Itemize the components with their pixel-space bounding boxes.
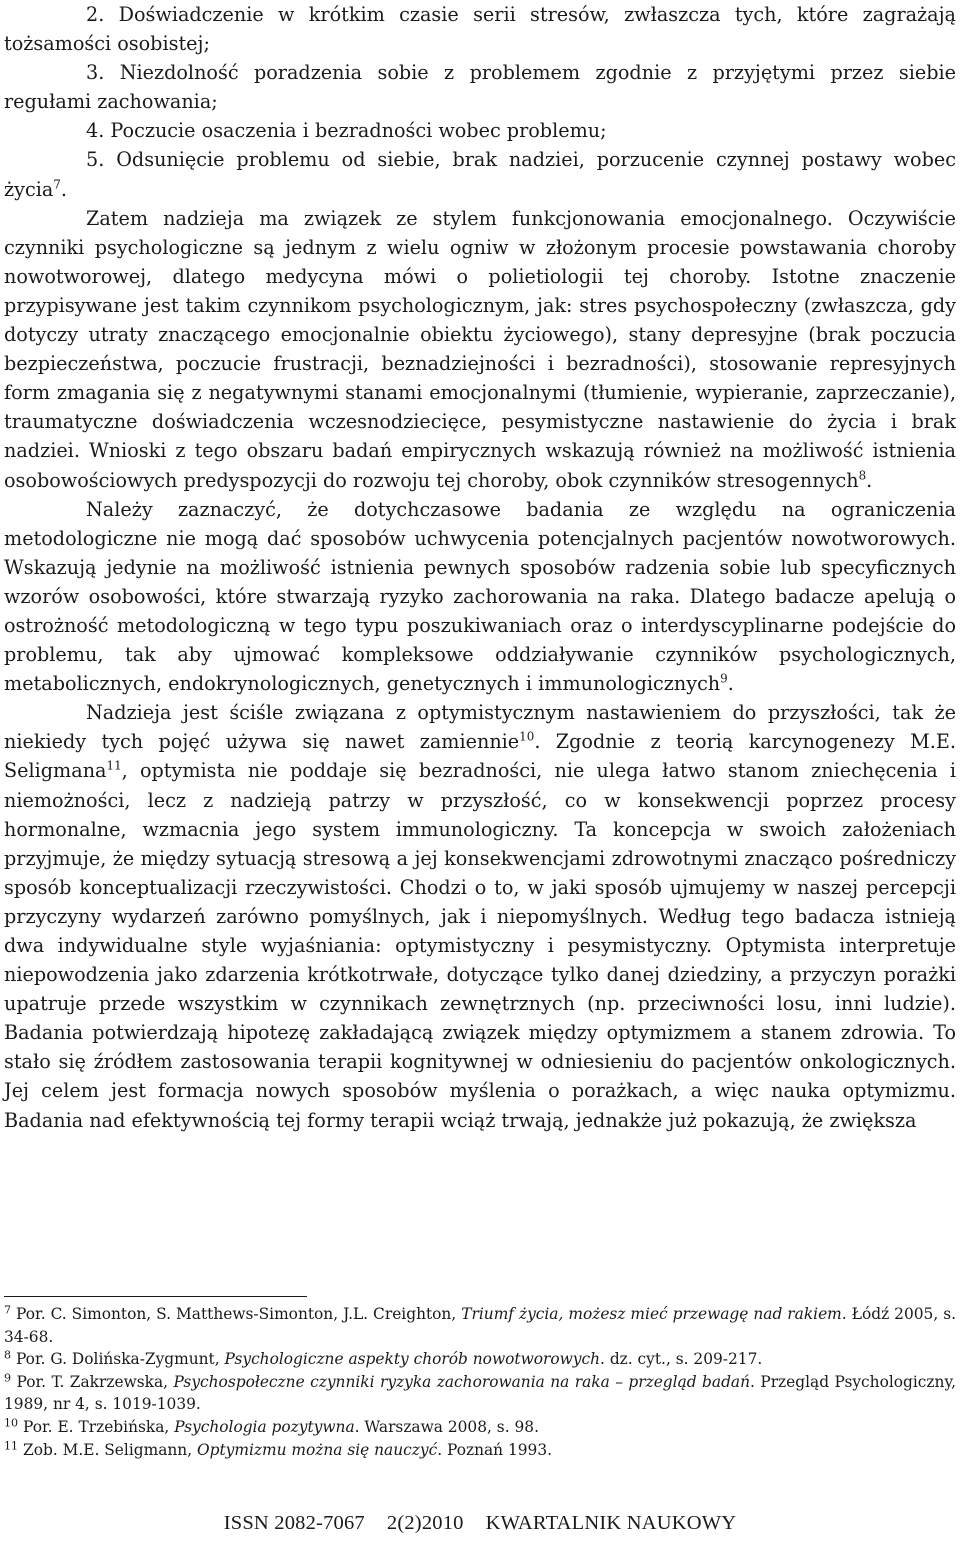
footnote-number: 11 bbox=[4, 1439, 19, 1453]
paragraph-text: Należy zaznaczyć, że dotychczasowe badania ze względu na ograniczenia metodologiczne nie mogą dać sposobów uchwycenia potencjalnych pacjentów nowotworowych. Wskazują jedynie na możliwość istnienia pewnych sposobów radzenia sobie lub specyficznych wzorów osobowości, które stwarzają ryzyko zachorowania na raka. Dlatego badacze apelują o ostrożność metodologiczną w tego typu poszukiwaniach oraz o interdyscyplinarne podejście do problemu, tak aby ujmować kompleksowe oddziaływanie czynników psychologicznych, metabolicznych, endokrynologicznych, genetycznych i immunologicznych bbox=[4, 497, 956, 696]
list-item: 4. Poczucie osaczenia i bezradności wobec problemu; bbox=[86, 119, 607, 143]
footer-issue: 2(2)2010 bbox=[386, 1512, 464, 1534]
footnote-text: . Przegląd Psychologiczny, 1989, nr 4, s. 1019-1039. bbox=[4, 1372, 956, 1414]
footnote-ref[interactable]: 7 bbox=[53, 177, 61, 192]
footer-issn: ISSN 2082-7067 bbox=[223, 1512, 365, 1534]
footnote-title: Psychospołeczne czynniki ryzyka zachorowania na raka – przegląd badań bbox=[173, 1372, 751, 1391]
paragraph bbox=[4, 698, 956, 1134]
page-footer bbox=[0, 1512, 960, 1535]
footnote-text: . Warszawa 2008, s. 98. bbox=[354, 1417, 539, 1436]
footnote-number: 7 bbox=[4, 1303, 12, 1317]
paragraph-text-end: . bbox=[866, 468, 873, 492]
footnote-text: . dz. cyt., s. 209-217. bbox=[600, 1350, 763, 1369]
list-item-text: 5. Odsunięcie problemu od siebie, brak nadziei, porzucenie czynnej postawy wobec życia bbox=[4, 148, 956, 201]
footnotes bbox=[4, 1303, 956, 1461]
footnote-text: Por. E. Trzebińska, bbox=[18, 1417, 175, 1436]
footnote-ref[interactable]: 8 bbox=[858, 468, 867, 483]
footnote-text: Por. C. Simonton, S. Matthews-Simonton, J.L. Creighton, bbox=[11, 1305, 462, 1323]
footer-journal: KWARTALNIK NAUKOWY bbox=[485, 1512, 737, 1534]
paragraph-text: . Zgodnie z teorią karcynogenezy M.E. Seligmana bbox=[4, 730, 956, 783]
paragraph-text: Nadzieja jest ściśle związana z optymistycznym nastawieniem do przyszłości, tak że niekiedy tych pojęć używa się nawet zamiennie bbox=[4, 701, 956, 754]
footnote bbox=[4, 1303, 956, 1348]
list-item: 3. Niezdolność poradzenia sobie z problemem zgodnie z przyjętymi przez siebie regułami zachowania; bbox=[4, 61, 956, 114]
footnote-text: Zob. M.E. Seligmann, bbox=[18, 1440, 197, 1459]
list-item bbox=[4, 145, 956, 203]
list-item: 2. Doświadczenie w krótkim czasie serii stresów, zwłaszcza tych, które zagrażają tożsamości osobistej; bbox=[4, 3, 956, 56]
footnote bbox=[4, 1439, 956, 1462]
footnote-number: 9 bbox=[4, 1371, 12, 1385]
footnote-ref[interactable]: 9 bbox=[720, 671, 728, 686]
footnote-number: 8 bbox=[4, 1348, 12, 1362]
footnote-text: . Poznań 1993. bbox=[437, 1440, 553, 1459]
footnote-text: Por. T. Zakrzewska, bbox=[11, 1372, 174, 1391]
body-text bbox=[4, 0, 956, 1135]
paragraph-text: , optymista nie poddaje się bezradności, nie ulega łatwo stanom zniechęcenia i niemożności, lecz z nadzieją patrzy w przyszłość, co w konsekwencji poprzez procesy hormonalne, wzmacnia jego system immunologiczny. Ta koncepcja w swoich założeniach przyjmuje, że między sytuacją stresową a jej konsekwencjami zdrowotnymi znacząco pośredniczy sposób konceptualizacji rzeczywistości. Chodzi o to, w jaki sposób ujmujemy w naszej percepcji przyczyny wydarzeń zarówno pomyślnych, jak i niepomyślnych. Według tego badacza istnieją dwa indywidualne style wyjaśniania: optymistyczny i pesymistyczny. Optymista interpretuje niepowodzenia jako zdarzenia krótkotrwałe, dotyczące tylko danej dziedziny, a przyczyn porażki upatruje przede wszystkim w czynnikach zewnętrznych (np. przeciwności losu, inni ludzie). Badania potwierdzają hipotezę zakładającą związek między optymizmem a stanem zdrowia. To stało się źródłem zastosowania terapii kognitywnej w odniesieniu do pacjentów onkologicznych. Jej celem jest formacja nowych sposobów myślenia o porażkach, a więc nauka optymizmu. Badania nad efektywnością tej formy terapii wciąż trwają, jednakże już pokazują, że zwiększa bbox=[4, 759, 956, 1132]
footnote-ref[interactable]: 10 bbox=[519, 729, 535, 744]
footnote-text: Por. G. Dolińska-Zygmunt, bbox=[11, 1350, 225, 1369]
paragraph-text-end: . bbox=[727, 672, 734, 696]
list-item-end: . bbox=[60, 177, 67, 201]
footnote-title: Psychologia pozytywna bbox=[174, 1417, 355, 1436]
footnote-title: Psychologiczne aspekty chorób nowotworowych bbox=[224, 1350, 601, 1369]
footnote-ref[interactable]: 11 bbox=[106, 759, 122, 774]
footnote-title: Optymizmu można się nauczyć bbox=[197, 1440, 438, 1459]
paragraph-text: Zatem nadzieja ma związek ze stylem funkcjonowania emocjonalnego. Oczywiście czynniki psychologiczne są jednym z wielu ogniw w złożonym procesie powstawania choroby nowotworowej, dlatego medycyna mówi o polietiologii tej choroby. Istotne znaczenie przypisywane jest takim czynnikom psychologicznym, jak: stres psychospołeczny (zwłaszcza, gdy dotyczy utraty znaczącego emocjonalnie obiektu życiowego), stany depresyjne (brak poczucia bezpieczeństwa, poczucie frustracji, beznadziejności i bezradności), stosowanie represyjnych form zmagania się z negatywnymi stanami emocjonalnymi (tłumienie, wypieranie, zaprzeczanie), traumatyczne doświadczenia wczesnodziecięce, pesymistyczne nastawienie do życia i brak nadziei. Wnioski z tego obszaru badań empirycznych wskazują również na możliwość istnienia osobowościowych predyspozycji do rozwoju tej choroby, obok czynników stresogennych bbox=[4, 206, 956, 492]
footnote-title: Triumf życia, możesz mieć przewagę nad rakiem bbox=[461, 1305, 842, 1323]
footnote-separator bbox=[4, 1296, 307, 1297]
paragraph bbox=[4, 204, 956, 495]
footnote bbox=[4, 1371, 956, 1416]
footnote-number: 10 bbox=[4, 1416, 19, 1430]
footnote-text: . Łódź 2005, s. 34-68. bbox=[4, 1305, 956, 1346]
paragraph bbox=[4, 495, 956, 699]
footnote bbox=[4, 1348, 956, 1371]
footnote bbox=[4, 1416, 956, 1439]
